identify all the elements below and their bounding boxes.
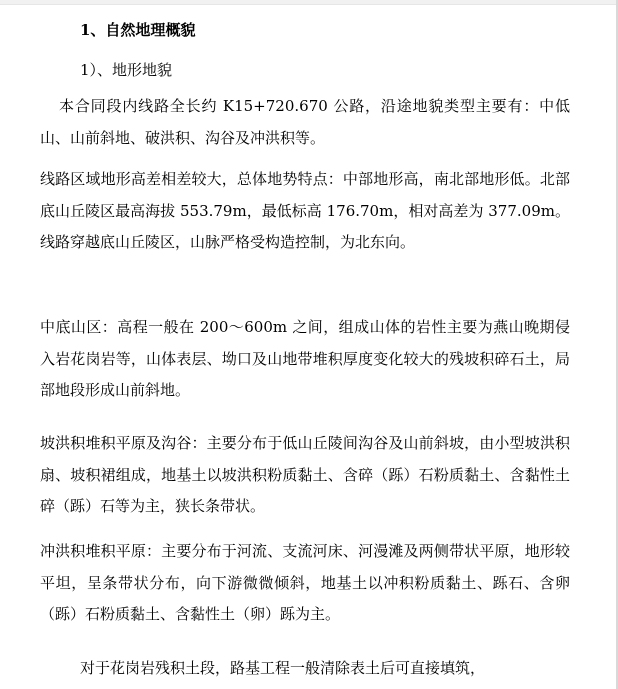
paragraph-alluvial-plain: 冲洪积堆积平原：主要分布于河流、支流河床、河漫滩及两侧带状平原，地形较平坦，呈条带状分布，向下游微微倾斜，地基土以冲积粉质黏土、跞石、含卵（跞）石粉质黏土、含黏性土（卵）跞为主。 [40,542,570,623]
paragraph-granite-residual: 对于花岗岩残积土段，路基工程一般清除表土后可直接填筑， [80,659,486,677]
paragraph-slope-flood-plain: 坡洪积堆积平原及沟谷：主要分布于低山丘陵间沟谷及山前斜坡，由小型坡洪积扇、坡积裙组成，地基土以坡洪积粉质黏土、含碎（跞）石粉质黏土、含黏性土碎（跞）石等为主，狭长条带状。 [40,434,570,515]
paragraph-terrain-elevation: 线路区域地形高差相差较大，总体地势特点：中部地形高，南北部地形低。北部底山丘陵区最高海拔 553.79m，最低标高 176.70m，相对高差为 377.09m。线路穿越底山丘陵区，山脉严格受构造控制，为北东向。 [40,170,570,251]
paragraph-mid-low-mountain: 中底山区：高程一般在 200～600m 之间，组成山体的岩性主要为燕山晚期侵入岩花岗岩等，山体表层、坳口及山地带堆积厚度变化较大的残坡积碎石土，局部地段形成山前斜地。 [40,318,570,399]
paragraph-route-overview: 本合同段内线路全长约 K15+720.670 公路，沿途地貌类型主要有：中低山、山前斜地、破洪积、沟谷及冲洪积等。 [40,97,570,147]
subsection-heading: 1）、地形地貌 [80,61,173,79]
section-heading: 1、自然地理概貌 [80,21,196,39]
